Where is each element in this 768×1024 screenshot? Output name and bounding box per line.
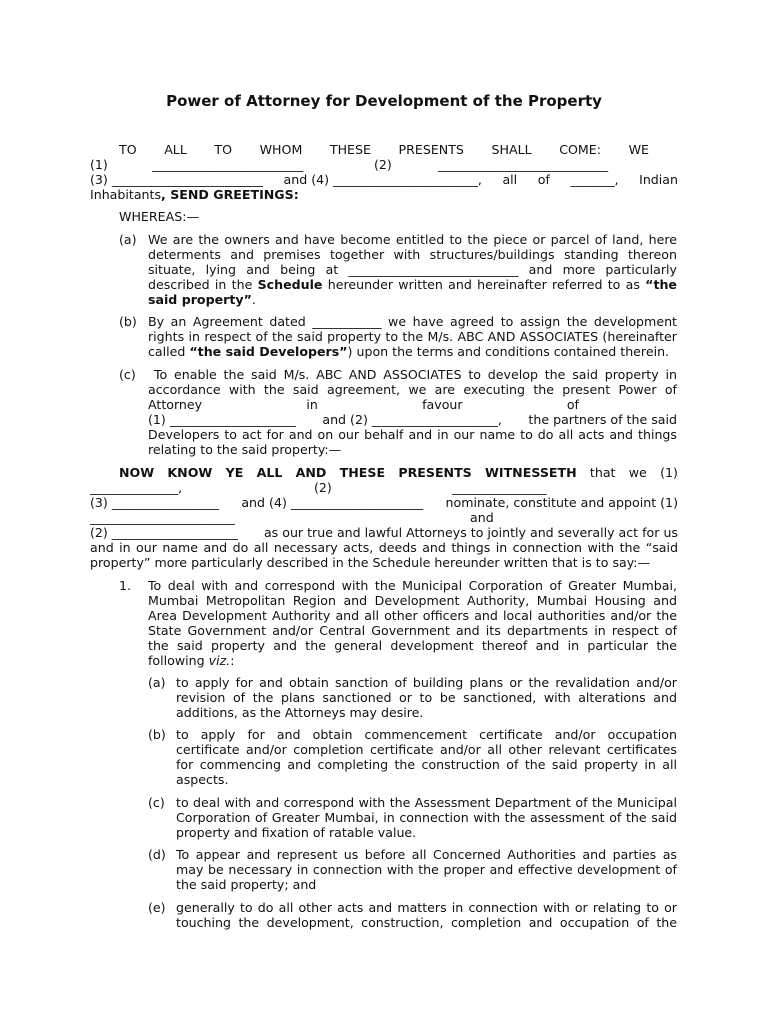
recital-a-part: . — [251, 292, 256, 307]
recital-c-line-2 — [148, 397, 677, 412]
intro-line-3 — [90, 172, 678, 187]
recital-a-marker: (a) — [119, 232, 137, 247]
witnesseth-word: KNOW — [167, 465, 213, 480]
recital-c-line-4: Developers to act for and on our behalf and in our name to do all acts and things relating to the said property:— — [148, 427, 677, 457]
recital-c-line-1: To enable the said M/s. ABC AND ASSOCIATES to develop the said property in accordance with the said agreement, we are executing the present Power of — [148, 367, 677, 397]
witnesseth-word: as our true and lawful Attorneys to jointly and severally act for us — [263, 525, 678, 540]
intro-word: Inhabitants — [90, 187, 162, 202]
witnesseth-word: and — [470, 510, 494, 525]
recital-b-part: By an Agreement dated ___________ we have agreed to assign the development rights in respect of the said property to the M/s. ABC AND ASSOCIATES (hereinafter called — [148, 314, 677, 359]
party-number-2: (2) — [374, 157, 392, 172]
witnesseth-word: ALL — [256, 465, 283, 480]
recital-c-word: of — [566, 397, 579, 412]
sub-item-d-marker: (d) — [148, 847, 166, 862]
recital-a-part: We are the owners and have become entitled to the piece or parcel of land, here determents and premises together with structures/buildings standing thereon situate, lying and being at ___________________________ and more particularly described in the — [148, 232, 677, 292]
recital-c-word: the partners of the said — [528, 412, 677, 427]
sub-item-e-line: generally to do all other acts and matters in connection with or relating to or touching the development, construction, completion and occupation of the — [176, 900, 677, 930]
witnesseth-paragraph — [90, 465, 678, 570]
attorney-2-blank: and (2) ____________________, — [322, 412, 502, 427]
appointee-1-blank: _______________________ — [90, 510, 235, 525]
party-number-1: (1) — [90, 157, 108, 172]
intro-line-4 — [90, 187, 678, 202]
recital-a-part: hereunder written and hereinafter referred to as — [322, 277, 646, 292]
grantor-2-blank: _______________ — [452, 480, 547, 495]
recital-c-marker: (c) — [119, 367, 136, 382]
sub-item-a-text: to apply for and obtain sanction of building plans or the revalidation and/or revision of the plans sanctioned or to be sanctioned, with alterations and additions, as the Attorneys may desire. — [176, 675, 677, 720]
intro-word: COME: — [559, 142, 601, 157]
witnesseth-word: nominate, constitute and appoint (1) — [445, 495, 678, 510]
recital-c-word: in — [306, 397, 318, 412]
intro-word: TO — [119, 142, 137, 157]
intro-paragraph — [90, 142, 678, 202]
recital-b-part: ) upon the terms and conditions contained therein. — [347, 344, 670, 359]
intro-word: all — [502, 172, 518, 187]
grantor-3-blank: (3) _________________ — [90, 495, 219, 510]
grantor-1-blank: ______________, — [90, 480, 183, 495]
whereas-heading: WHEREAS:— — [119, 209, 200, 224]
party-4-blank: and (4) _______________________, — [283, 172, 482, 187]
witnesseth-word: that — [589, 465, 616, 480]
said-property-term: “the said property” — [148, 277, 677, 307]
viz-term: viz. — [208, 653, 231, 668]
witnesseth-word: PRESENTS — [398, 465, 472, 480]
grantor-number-2: (2) — [314, 480, 332, 495]
intro-line-2 — [90, 157, 678, 172]
clause-1-text — [148, 578, 677, 668]
sub-item-b-text: to apply for and obtain commencement certificate and/or occupation certificate and/or completion certificate and/or all other relevant certificates for commencing and completing the construction of the said property in all aspects. — [176, 727, 677, 787]
sub-item-e-marker: (e) — [148, 900, 166, 915]
place-blank: _______, — [570, 172, 619, 187]
document-title: Power of Attorney for Development of the Property — [166, 92, 602, 110]
clause-1-number: 1. — [119, 578, 132, 593]
intro-word: WHOM — [259, 142, 303, 157]
sub-item-c-text: to deal with and correspond with the Assessment Department of the Municipal Corporation of Greater Mumbai, in connection with the assessment of the said property and fixation of ratable value. — [176, 795, 677, 840]
said-developers-term: “the said Developers” — [189, 344, 348, 359]
intro-word: of — [537, 172, 550, 187]
send-greetings: , SEND GREETINGS: — [161, 187, 299, 202]
witnesseth-word: WITNESSETH — [485, 465, 577, 480]
party-2-blank: ___________________________ — [438, 157, 609, 172]
witnesseth-line-6: and in our name and do all necessary acts, deeds and things in connection with the “said property” more particularly described in the Schedule hereunder written that is to say:— — [90, 540, 678, 570]
recital-b-text — [148, 314, 677, 359]
witnesseth-line-2 — [90, 480, 678, 495]
recital-b-marker: (b) — [119, 314, 137, 329]
witnesseth-line-3 — [90, 495, 678, 510]
party-1-blank: ________________________ — [152, 157, 304, 172]
sub-item-d-text: To appear and represent us before all Concerned Authorities and parties as may be necessary in connection with the proper and effective development of the said property; and — [176, 847, 677, 892]
party-3-blank: (3) ________________________ — [90, 172, 263, 187]
sub-item-a-marker: (a) — [148, 675, 166, 690]
witnesseth-word: we — [628, 465, 647, 480]
appointee-2-blank: (2) ____________________ — [90, 525, 238, 540]
witnesseth-word: THESE — [339, 465, 386, 480]
clause-1-part: To deal with and correspond with the Municipal Corporation of Greater Mumbai, Mumbai Metropolitan Region and Development Authority, Mumbai Housing and Area Development Authority and all other officers and local authorities and/or the State Government and/or Central Government and its departments in respect of the said property and the general development thereof and in particular the following — [148, 578, 677, 668]
witnesseth-word: AND — [295, 465, 327, 480]
witnesseth-line-4 — [90, 510, 678, 525]
witnesseth-line-1 — [90, 465, 678, 480]
witnesseth-word: (1) — [660, 465, 678, 480]
recital-a-text — [148, 232, 677, 307]
intro-word: SHALL — [491, 142, 532, 157]
sub-item-c-marker: (c) — [148, 795, 165, 810]
sub-item-b-marker: (b) — [148, 727, 166, 742]
clause-1-part: : — [230, 653, 235, 668]
intro-word: TO — [214, 142, 233, 157]
intro-word: ALL — [164, 142, 187, 157]
attorney-1-blank: (1) ____________________ — [148, 412, 296, 427]
recital-c-word: Attorney — [148, 397, 203, 412]
witnesseth-line-5 — [90, 525, 678, 540]
intro-word: WE — [628, 142, 649, 157]
intro-word: Indian — [639, 172, 678, 187]
intro-line-1 — [90, 142, 678, 157]
intro-word: THESE — [329, 142, 371, 157]
sub-item-e-text — [176, 900, 677, 930]
recital-c-text — [148, 367, 677, 457]
witnesseth-word: NOW — [119, 465, 155, 480]
recital-c-word: favour — [422, 397, 463, 412]
grantor-4-blank: and (4) _____________________ — [241, 495, 424, 510]
intro-word: PRESENTS — [398, 142, 464, 157]
schedule-term: Schedule — [257, 277, 323, 292]
recital-c-line-3 — [148, 412, 677, 427]
witnesseth-word: YE — [225, 465, 244, 480]
